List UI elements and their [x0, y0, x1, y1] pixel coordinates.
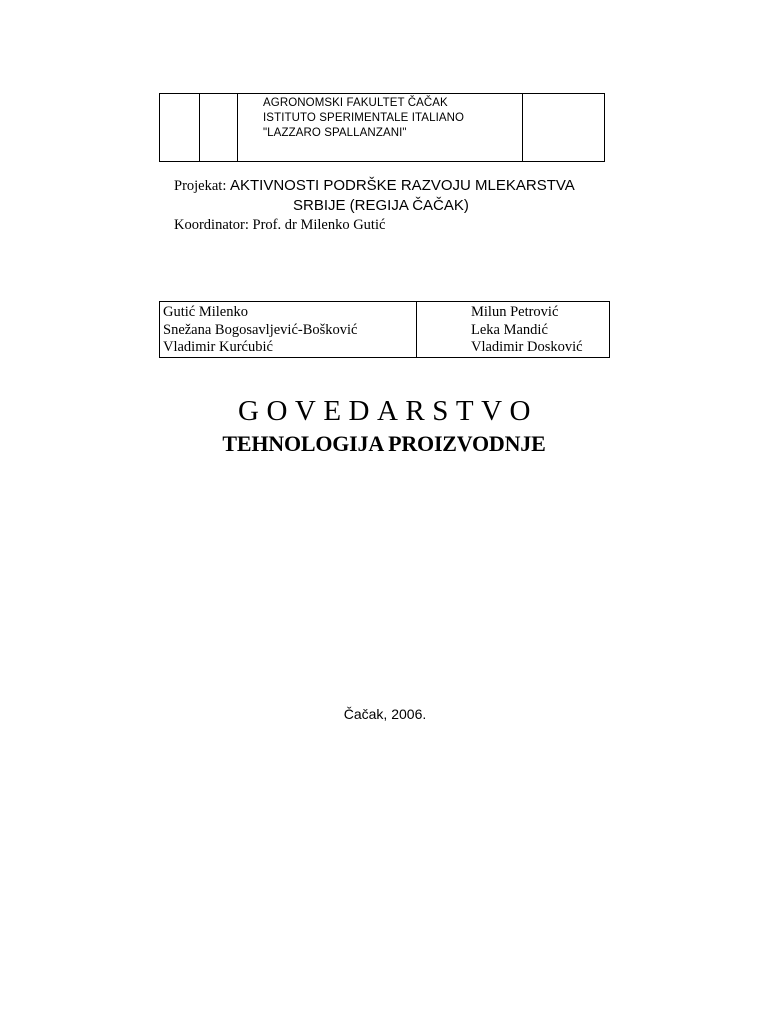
institution-name: ISTITUTO SPERIMENTALE ITALIANO — [263, 112, 465, 124]
author-name: Vladimir Dosković — [471, 339, 583, 355]
author-name: Milun Petrović — [471, 304, 559, 320]
logo-cell-left — [160, 94, 200, 161]
author-name: Vladimir Kurćubić — [163, 339, 273, 355]
institution-name: "LAZZARO SPALLANZANI" — [263, 127, 407, 139]
authors-table — [159, 301, 610, 358]
author-name: Gutić Milenko — [163, 304, 248, 320]
logo-cell-right — [523, 94, 604, 161]
institution-header-table — [159, 93, 605, 162]
logo-cell-second — [200, 94, 238, 161]
institution-names-cell — [238, 94, 523, 161]
place-and-date: Čačak, 2006. — [343, 706, 427, 722]
project-name-line2-row — [174, 196, 575, 216]
institution-name: AGRONOMSKI FAKULTET ČAČAK — [263, 97, 448, 109]
document-title: GOVEDARSTVO — [238, 395, 538, 427]
document-subtitle: TEHNOLOGIJA PROIZVODNJE — [222, 431, 546, 456]
project-label: Projekat: — [174, 178, 227, 194]
authors-column-left — [160, 302, 417, 357]
project-name-line2: SRBIJE (REGIJA ČAČAK) — [293, 197, 469, 214]
authors-column-right — [417, 302, 609, 357]
project-line — [174, 176, 575, 196]
author-name: Snežana Bogosavljević-Bošković — [163, 321, 358, 338]
coordinator: Koordinator: Prof. dr Milenko Gutić — [174, 217, 386, 233]
project-name-line1: AKTIVNOSTI PODRŠKE RAZVOJU MLEKARSTVA — [229, 177, 575, 194]
project-info — [174, 176, 575, 235]
author-name: Leka Mandić — [471, 321, 548, 338]
